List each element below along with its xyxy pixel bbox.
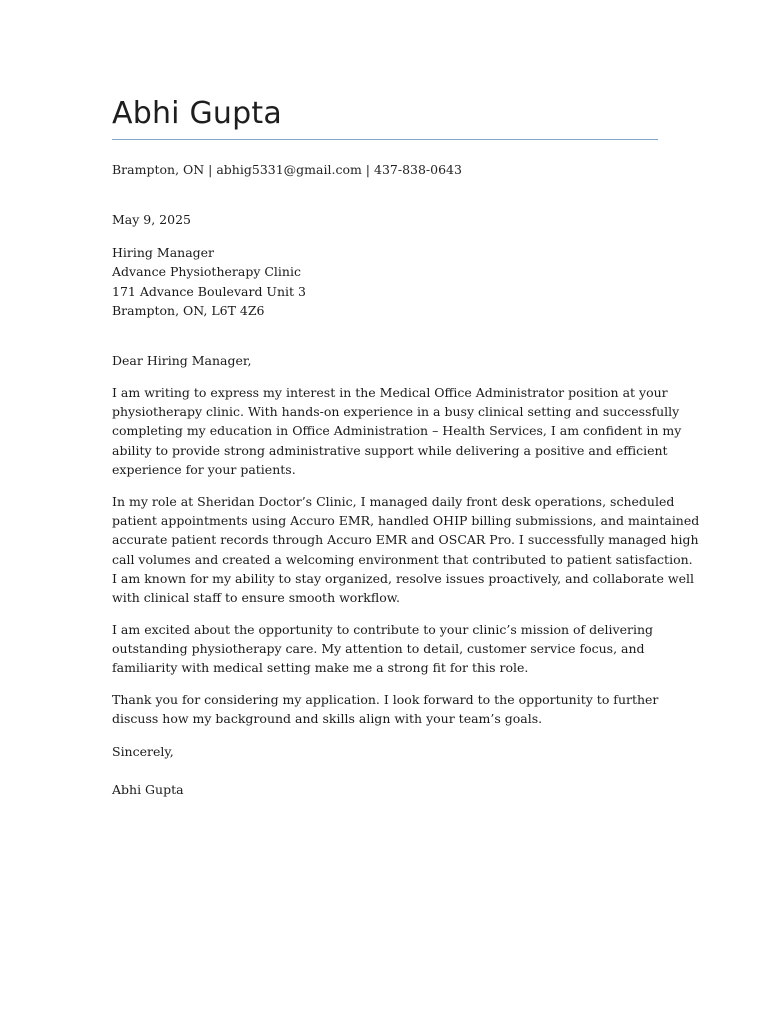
recipient-line: Hiring Manager (112, 245, 215, 260)
paragraph-line: familiarity with medical setting make me a strong fit for this role. (112, 660, 529, 676)
paragraph-line: ability to provide strong administrative support while delivering a positive and efficient (112, 442, 668, 458)
sender-name: Abhi Gupta (112, 96, 282, 131)
paragraph-line: with clinical staff to ensure smooth workflow. (112, 590, 400, 606)
paragraph-1 (112, 383, 682, 479)
paragraph-line: patient appointments using Accuro EMR, handled OHIP billing submissions, and maintained (112, 513, 700, 529)
paragraph-4 (112, 690, 658, 728)
letter-date: May 9, 2025 (112, 212, 191, 227)
header-divider (112, 139, 658, 140)
paragraph-line: accurate patient records through Accuro EMR and OSCAR Pro. I successfully managed high (112, 532, 699, 548)
paragraph-2 (112, 492, 700, 607)
paragraph-line: Thank you for considering my application. I look forward to the opportunity to further (112, 692, 659, 707)
signature-name: Abhi Gupta (112, 782, 184, 797)
paragraph-line: completing my education in Office Administration – Health Services, I am confident in my (112, 423, 682, 439)
paragraph-line: I am known for my ability to stay organized, resolve issues proactively, and collaborate well (112, 570, 695, 586)
closing: Sincerely, (112, 744, 174, 759)
salutation: Dear Hiring Manager, (112, 353, 252, 368)
contact-info: Brampton, ON | abhig5331@gmail.com | 437-838-0643 (112, 162, 462, 177)
paragraph-line: discuss how my background and skills align with your team’s goals. (112, 711, 543, 727)
paragraph-line: I am writing to express my interest in the Medical Office Administrator position at your (112, 385, 668, 400)
paragraph-line: call volumes and created a welcoming environment that contributed to patient satisfaction. (112, 551, 693, 567)
paragraph-3 (112, 620, 658, 678)
paragraph-line: In my role at Sheridan Doctor’s Clinic, I managed daily front desk operations, scheduled (112, 494, 675, 509)
paragraph-line: I am excited about the opportunity to contribute to your clinic’s mission of delivering (112, 622, 654, 637)
paragraph-line: experience for your patients. (112, 461, 296, 477)
recipient-address (112, 243, 306, 320)
recipient-line: 171 Advance Boulevard Unit 3 (112, 283, 306, 299)
paragraph-line: outstanding physiotherapy care. My attention to detail, customer service focus, and (112, 641, 645, 657)
recipient-line: Brampton, ON, L6T 4Z6 (112, 302, 265, 318)
paragraph-line: physiotherapy clinic. With hands-on experience in a busy clinical setting and successfully (112, 404, 680, 420)
recipient-line: Advance Physiotherapy Clinic (112, 264, 301, 280)
